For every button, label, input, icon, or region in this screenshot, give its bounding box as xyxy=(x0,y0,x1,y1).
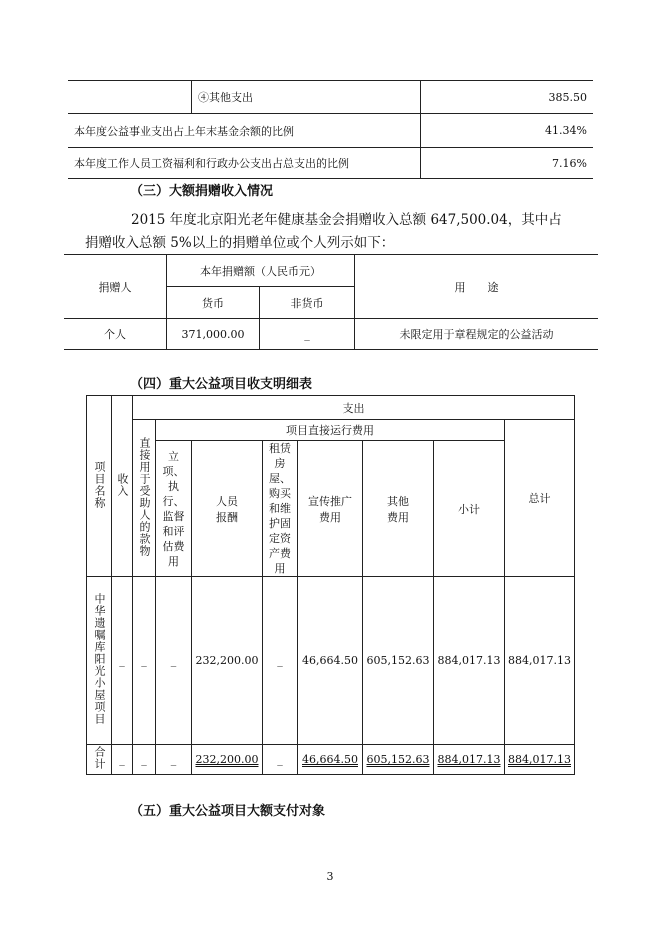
header-amount: 本年捐赠额（人民币元） xyxy=(167,255,355,287)
public-welfare-ratio-value: 41.34% xyxy=(421,114,594,148)
header-income: 收入 xyxy=(112,396,133,577)
header-promotion-cost: 宣传推广 费用 xyxy=(298,441,363,577)
project-execution-cost-cell: _ xyxy=(156,577,192,745)
project-income-cell: _ xyxy=(112,577,133,745)
admin-expense-ratio-value: 7.16% xyxy=(421,148,594,179)
total-total-cell: 884,017.13 xyxy=(505,745,575,775)
total-other-cost-cell: 605,152.63 xyxy=(363,745,434,775)
total-direct-aid-cell: _ xyxy=(133,745,156,775)
project-name-cell: 中华遗嘱库阳光小屋项目 xyxy=(87,577,112,745)
project-total-cell: 884,017.13 xyxy=(505,577,575,745)
total-promotion-cost-cell: 46,664.50 xyxy=(298,745,363,775)
total-subtotal-cell: 884,017.13 xyxy=(434,745,505,775)
section-4-heading: （四）重大公益项目收支明细表 xyxy=(130,377,313,392)
project-subtotal-cell: 884,017.13 xyxy=(434,577,505,745)
empty-cell xyxy=(68,81,192,114)
cash-amount-cell: 371,000.00 xyxy=(167,319,260,350)
project-staff-pay-cell: 232,200.00 xyxy=(192,577,263,745)
header-project-name: 项目名称 xyxy=(87,396,112,577)
header-noncash: 非货币 xyxy=(260,287,355,319)
section-3-heading: （三）大额捐赠收入情况 xyxy=(130,184,274,199)
page-number: 3 xyxy=(326,870,334,883)
total-income-cell: _ xyxy=(112,745,133,775)
use-cell: 未限定用于章程规定的公益活动 xyxy=(355,319,599,350)
header-project-execution-cost: 立 项、 执 行、 监督 和评 估费 用 xyxy=(156,441,192,577)
header-direct-run: 项目直接运行费用 xyxy=(156,420,505,441)
total-execution-cost-cell: _ xyxy=(156,745,192,775)
donor-cell: 个人 xyxy=(64,319,167,350)
header-staff-pay: 人员 报酬 xyxy=(192,441,263,577)
total-staff-pay-cell: 232,200.00 xyxy=(192,745,263,775)
noncash-cell: _ xyxy=(260,319,355,350)
section-3-paragraph-line-2: 捐赠收入总额 5%以上的捐赠单位或个人列示如下： xyxy=(85,235,395,251)
header-cash: 货币 xyxy=(167,287,260,319)
header-subtotal: 小计 xyxy=(434,441,505,577)
header-asset-cost: 租赁 房 屋、 购买 和维 护固 定资 产费 用 xyxy=(263,441,298,577)
project-detail-table xyxy=(86,395,575,775)
expense-ratio-table xyxy=(68,80,593,179)
total-asset-cost-cell: _ xyxy=(263,745,298,775)
project-promotion-cost-cell: 46,664.50 xyxy=(298,577,363,745)
project-other-cost-cell: 605,152.63 xyxy=(363,577,434,745)
header-total: 总计 xyxy=(505,420,575,577)
project-direct-aid-cell: _ xyxy=(133,577,156,745)
other-expense-value: 385.50 xyxy=(421,81,594,114)
header-other-cost: 其他 费用 xyxy=(363,441,434,577)
header-donor: 捐赠人 xyxy=(64,255,167,319)
project-asset-cost-cell: _ xyxy=(263,577,298,745)
header-direct-aid: 直接用于受助人的款物 xyxy=(133,420,156,577)
section-3-paragraph-line-1: 2015 年度北京阳光老年健康基金会捐赠收入总额 647,500.04，其中占 xyxy=(131,212,562,228)
admin-expense-ratio-label: 本年度工作人员工资福利和行政办公支出占总支出的比例 xyxy=(68,148,421,179)
section-5-heading: （五）重大公益项目大额支付对象 xyxy=(130,804,326,819)
other-expense-label: ④其他支出 xyxy=(192,81,421,114)
header-use: 用 途 xyxy=(355,255,599,319)
header-expense: 支出 xyxy=(133,396,575,420)
donation-table xyxy=(64,254,598,350)
public-welfare-ratio-label: 本年度公益事业支出占上年末基金余额的比例 xyxy=(68,114,421,148)
total-row-label: 合计 xyxy=(87,745,112,775)
